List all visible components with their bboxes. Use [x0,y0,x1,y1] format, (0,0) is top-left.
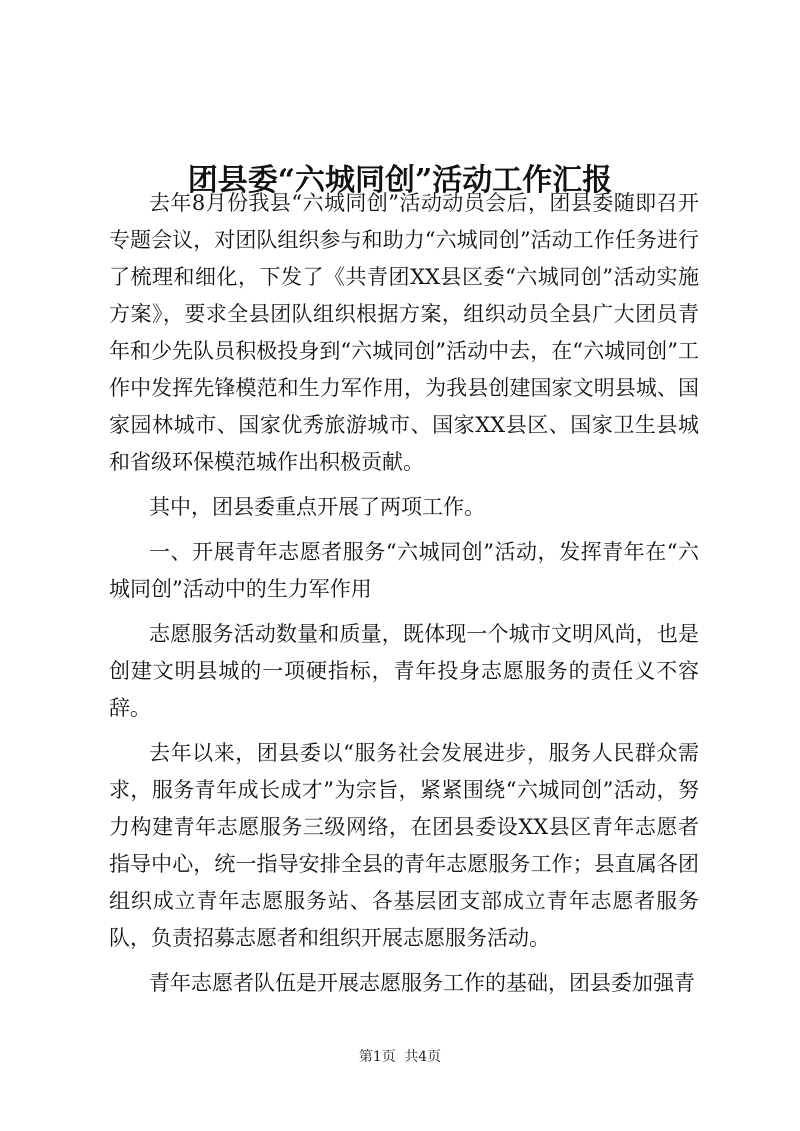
page-footer [0,1048,800,1066]
document-title: 团县委“六城同创”活动工作汇报 [187,163,613,199]
paragraph-1: 去年8月份我县“六城同创”活动动员会后，团县委随即召开专题会议，对团队组织参与和助力“六城同创”活动工作任务进行了梳理和细化，下发了《共青团XX县区委“六城同创”活动实施方案》，要求全县团队组织根据方案，组织动员全县广大团员青年和少先队员积极投身到“六城同创”活动中去，在“六城同创”工作中发挥先锋模范和生力军作用，为我县创建国家文明县城、国家园林城市、国家优秀旅游城市、国家XX县区、国家卫生县城和省级环保模范城作出积极贡献。 [109,191,699,474]
page-number: 第1页 [358,1049,396,1065]
total-pages: 共4页 [404,1049,442,1065]
paragraph-5: 青年志愿者队伍是开展志愿服务工作的基础，团县委加强青 [149,971,695,995]
paragraph-4: 去年以来，团县委以“服务社会发展进步，服务人民群众需求，服务青年成长成才”为宗旨，紧紧围绕“六城同创”活动，努力构建青年志愿服务三级网络，在团县委设XX县区青年志愿者指导中心，统一指导安排全县的青年志愿服务工作；县直属各团组织成立青年志愿服务站、各基层团支部成立青年志愿者服务队，负责招募志愿者和组织开展志愿服务活动。 [109,741,699,950]
document-body [109,185,699,1010]
paragraph-2: 其中，团县委重点开展了两项工作。 [149,495,485,519]
paragraph-3: 志愿服务活动数量和质量，既体现一个城市文明风尚，也是创建文明县城的一项硬指标，青年投身志愿服务的责任义不容辞。 [109,622,699,720]
section-heading-1: 一、开展青年志愿者服务“六城同创”活动，发挥青年在“六城同创”活动中的生力军作用 [109,540,699,601]
